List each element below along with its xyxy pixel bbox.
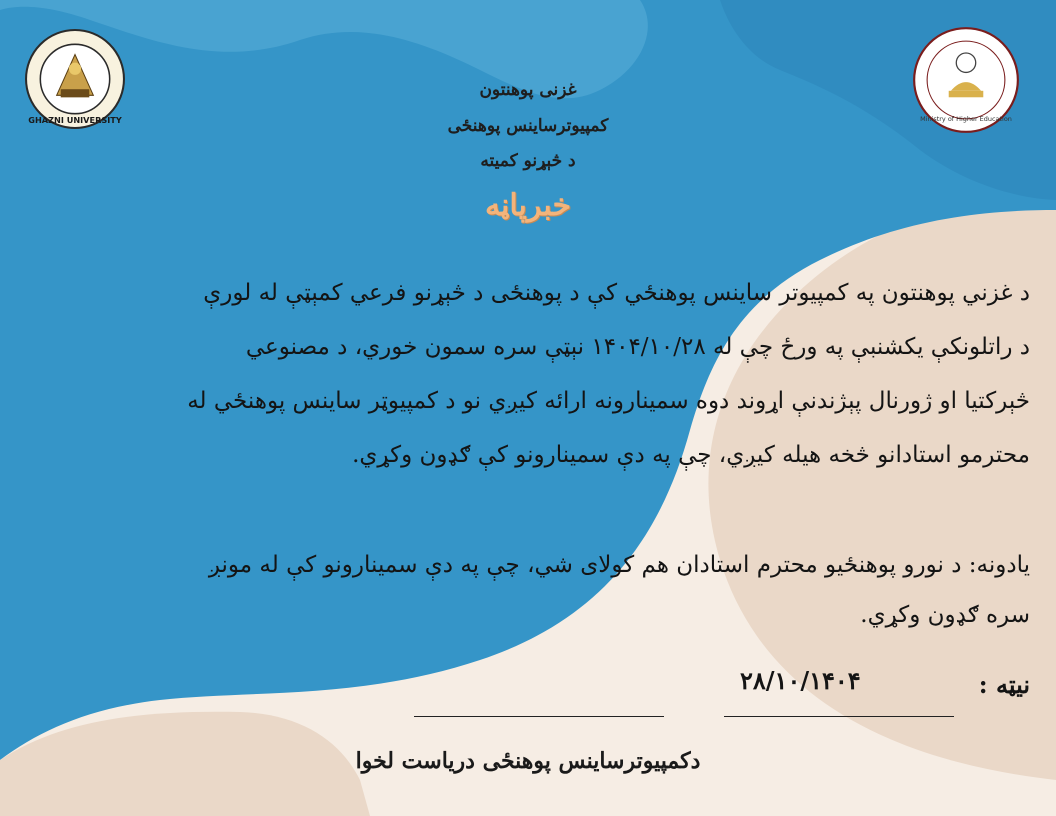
note-line: سره ګډون وکړي. <box>860 602 1030 628</box>
committee-name: د څېړنو کمیته <box>480 151 576 171</box>
logo-right-caption: Ministry of Higher Education <box>920 115 1012 124</box>
date-label: نیټه : <box>978 670 1030 699</box>
university-name: غزنی پوهنتون <box>479 80 577 100</box>
date-value: ۲۸/۱۰/۱۴۰۴ <box>740 666 861 695</box>
note-line: یادونه: د نورو پوهنځیو محترم استادان هم کولای شي، چې په دې سمینارونو کې له مونږ <box>208 552 1030 578</box>
body-line: څېرکتیا او ژورنال پېژندنې اړوند دوه سمینارونه ارائه کیږي نو د کمپیوټر ساینس پوهنځي له <box>187 388 1030 414</box>
body-line: د راتلونکې یکشنبې په ورځ چې له ۱۴۰۴/۱۰/۲۸ نېټې سره سمون خوري، د مصنوعي <box>245 334 1030 360</box>
issuer-signature: دکمپیوترساینس پوهنځی دریاست لخوا <box>355 748 701 774</box>
faculty-name: کمپیوترساینس پوهنځی <box>447 116 609 136</box>
date-underline <box>724 716 954 717</box>
body-line: محترمو استادانو څخه هیله کیږي، چې په دې سمینارونو کې ګډون وکړي. <box>352 442 1030 468</box>
document-title: خبرپاڼه <box>484 188 572 223</box>
body-line: د غزني پوهنتون په کمپیوتر ساینس پوهنځي کې د پوهنځی د څېړنو فرعي کمېټې له لورې <box>203 280 1030 306</box>
signature-line <box>414 716 664 717</box>
logo-left-caption: GHAZNI UNIVERSITY <box>28 114 122 125</box>
ghazni-university-logo <box>24 28 126 130</box>
announcement-body <box>26 266 1030 482</box>
note-section <box>26 540 1030 640</box>
